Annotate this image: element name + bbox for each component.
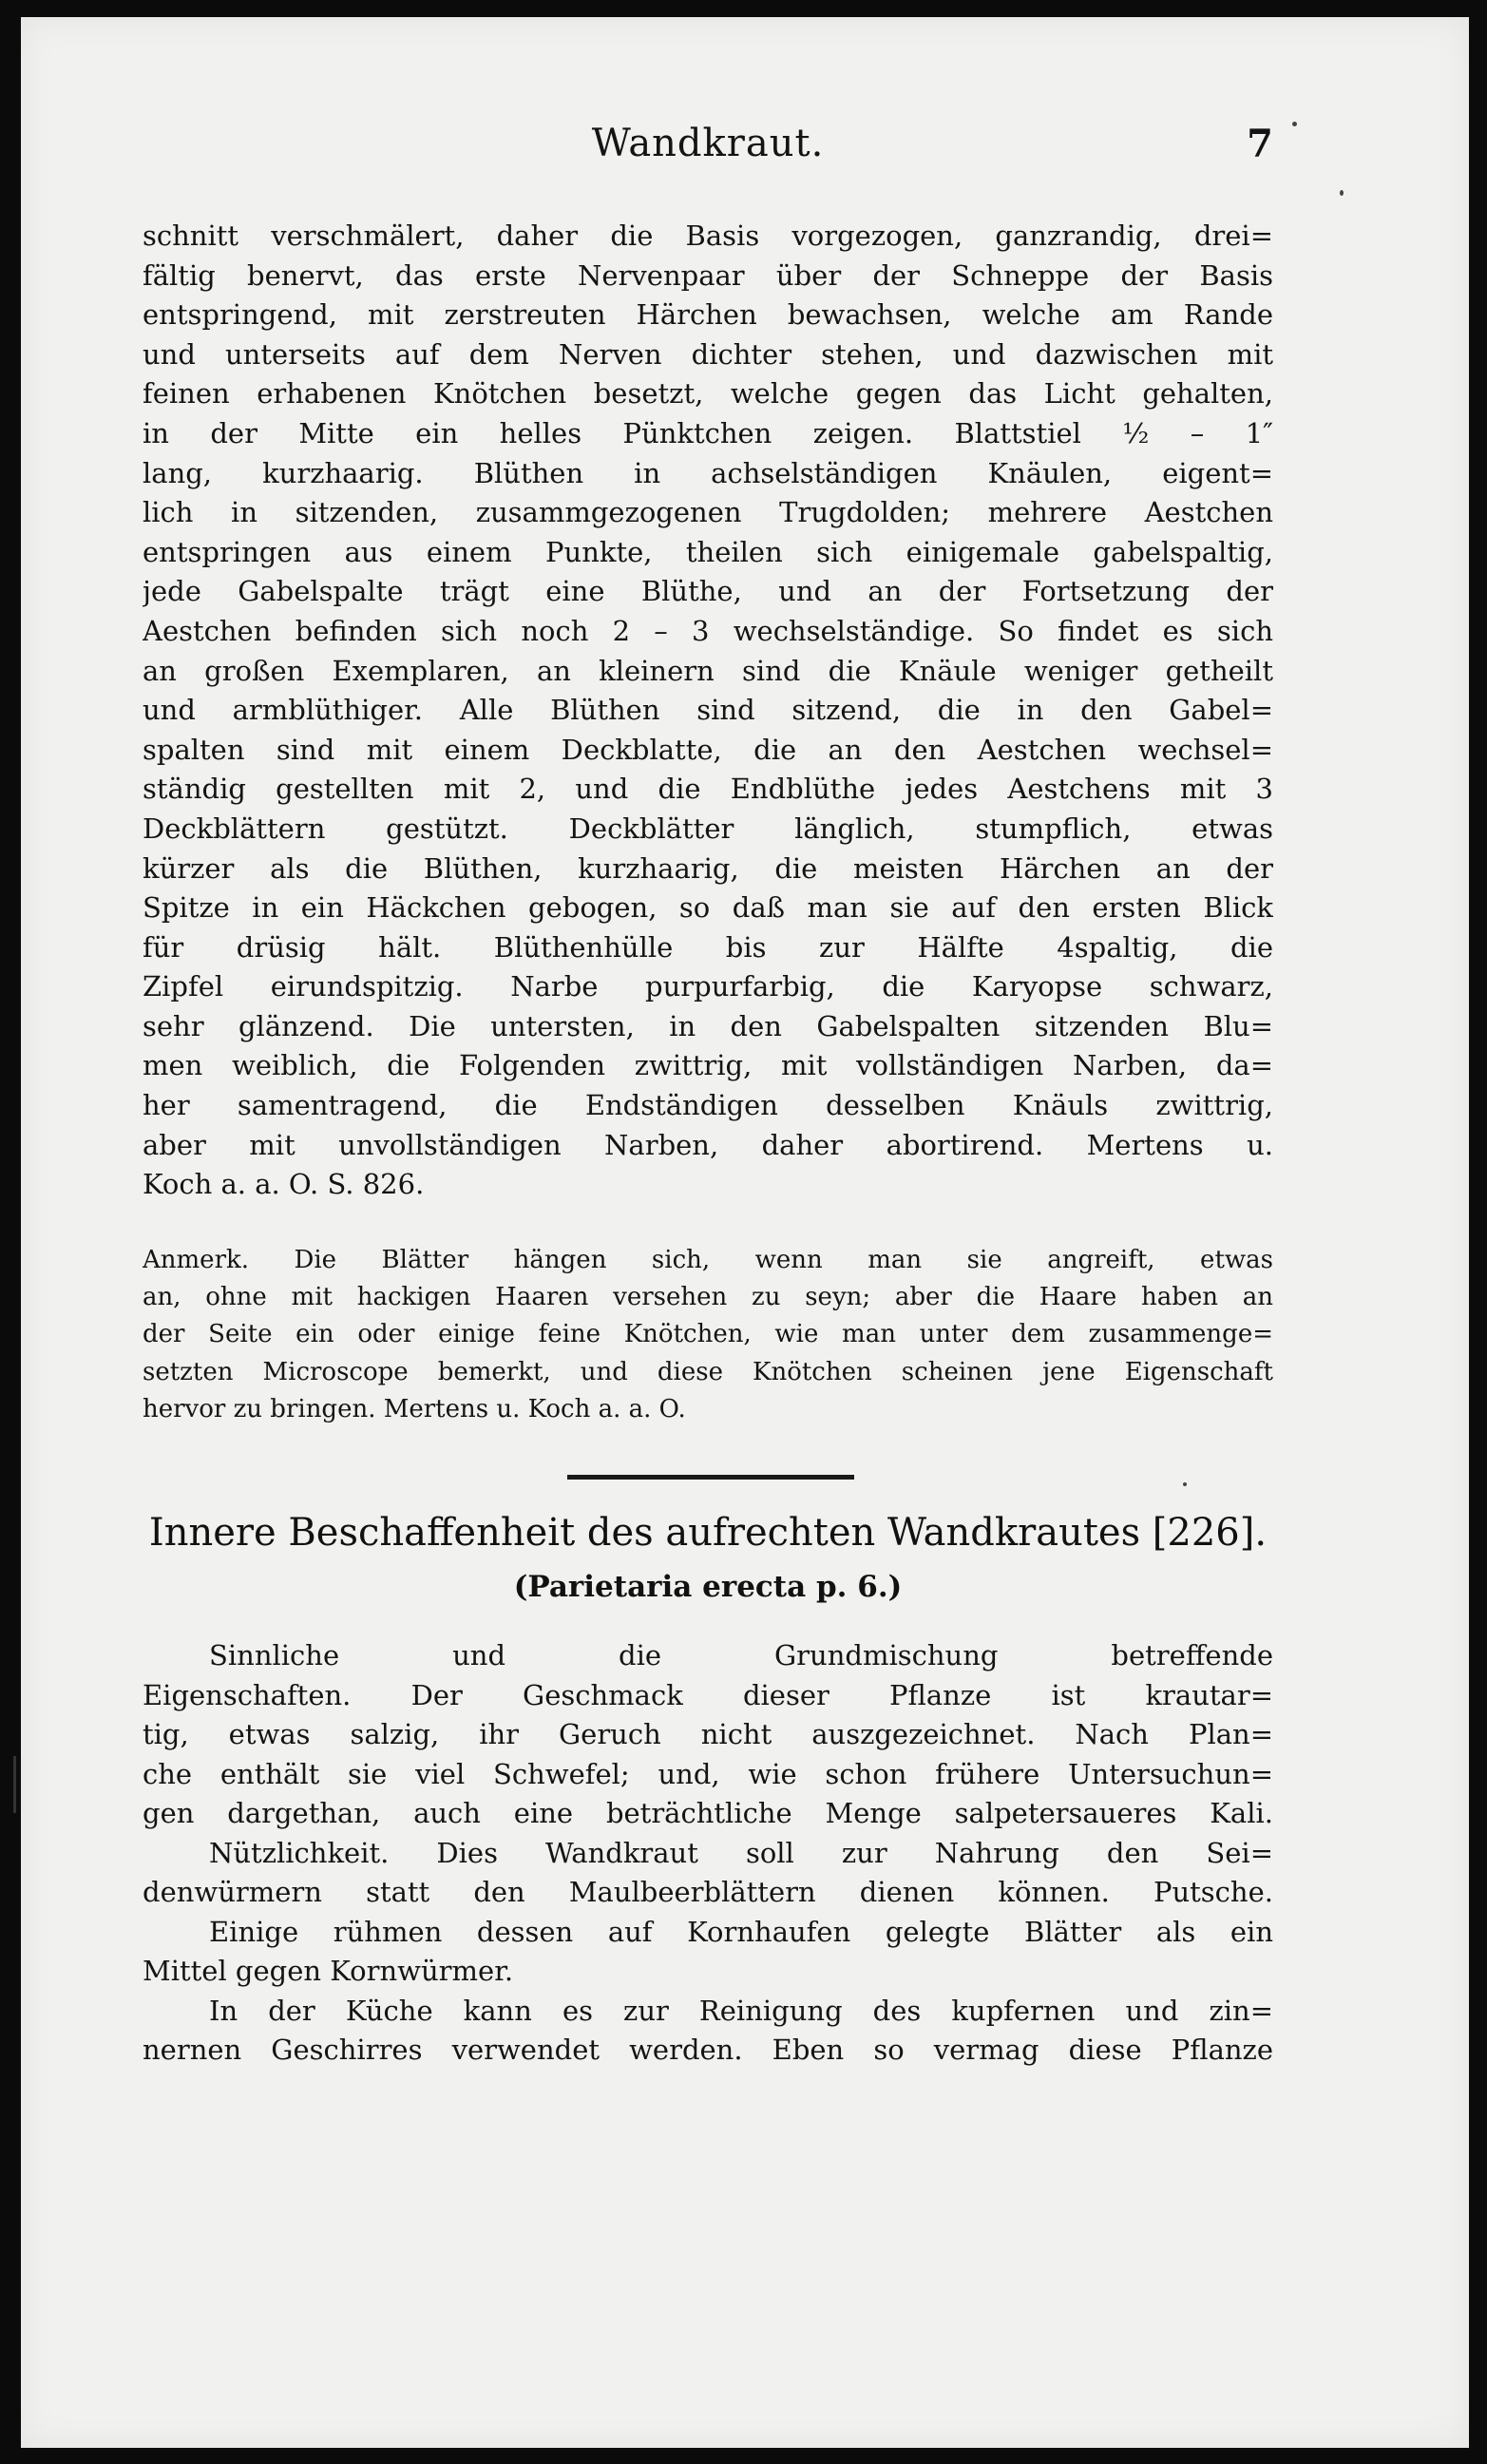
page-title: Wandkraut. (591, 122, 825, 165)
text-line: an großen Exemplaren, an kleinern sind die Knäule weniger getheilt (143, 654, 1273, 687)
text-line: nernen Geschirres verwendet werden. Eben so vermag diese Pflanze (143, 2034, 1273, 2066)
text-line: men weiblich, die Folgenden zwittrig, mit vollständigen Narben, da= (143, 1049, 1273, 1082)
text-line: lang, kurzhaarig. Blüthen in achselständigen Knäulen, eigent= (143, 456, 1273, 489)
section-text (143, 1636, 1273, 2071)
text-line: lich in sitzenden, zusammgezogenen Trugdolden; mehrere Aestchen (143, 496, 1273, 529)
text-line: Mittel gegen Kornwürmer. (143, 1955, 514, 1987)
text-line: und unterseits auf dem Nerven dichter stehen, und dazwischen mit (143, 337, 1273, 371)
text-line: aber mit unvollständigen Narben, daher abortirend. Mertens u. (143, 1128, 1273, 1161)
text-line: entspringend, mit zerstreuten Härchen bewachsen, welche am Rande (143, 298, 1273, 332)
text-line: che enthält sie viel Schwefel; und, wie schon frühere Untersuchun= (143, 1757, 1273, 1790)
paper-speck (1183, 1482, 1187, 1486)
footnote-remark (143, 1242, 1273, 1428)
paper-speck (1340, 190, 1344, 196)
text-line: denwürmern statt den Maulbeerblättern dienen können. Putsche. (143, 1876, 1273, 1908)
section-divider (567, 1475, 854, 1480)
running-head (143, 122, 1273, 179)
text-line: Einige rühmen dessen auf Kornhaufen gelegte Blätter als ein (209, 1915, 1273, 1948)
text-line: Eigenschaften. Der Geschmack dieser Pflanze ist krautar= (143, 1678, 1273, 1711)
note-line: an, ohne mit hackigen Haaren versehen zu seyn; aber die Haare haben an (143, 1283, 1273, 1312)
page-number: 7 (1247, 122, 1273, 166)
text-line: kürzer als die Blüthen, kurzhaarig, die meisten Härchen an der (143, 851, 1273, 885)
section-subheading: (Parietaria erecta p. 6.) (513, 1570, 903, 1604)
text-line: spalten sind mit einem Deckblatte, die an den Aestchen wechsel= (143, 733, 1273, 766)
note-line: setzten Microscope bemerkt, und diese Knötchen scheinen jene Eigenschaft (143, 1357, 1273, 1386)
note-line: hervor zu bringen. Mertens u. Koch a. a. O. (143, 1394, 686, 1423)
text-line: In der Küche kann es zur Reinigung des kupfernen und zin= (209, 1994, 1273, 2027)
text-line: Spitze in ein Häckchen gebogen, so daß man sie auf den ersten Blick (143, 891, 1273, 925)
text-line: sehr glänzend. Die untersten, in den Gabelspalten sitzenden Blu= (143, 1009, 1273, 1042)
text-line: fältig benervt, das erste Nervenpaar über der Schneppe der Basis (143, 258, 1273, 292)
paper-speck (1292, 122, 1297, 126)
text-line: und armblüthiger. Alle Blüthen sind sitzend, die in den Gabel= (143, 694, 1273, 727)
text-line: Deckblättern gestützt. Deckblätter länglich, stumpflich, etwas (143, 812, 1273, 845)
text-line: entspringen aus einem Punkte, theilen sich einigemale gabelspaltig, (143, 535, 1273, 568)
text-line: jede Gabelspalte trägt eine Blüthe, und an der Fortsetzung der (143, 575, 1273, 608)
text-line: Sinnliche und die Grundmischung betreffende (209, 1639, 1273, 1671)
text-line: Koch a. a. O. S. 826. (143, 1168, 425, 1201)
note-line: der Seite ein oder einige feine Knötchen, wie man unter dem zusammenge= (143, 1320, 1273, 1349)
note-line: Anmerk. Die Blätter hängen sich, wenn man sie angreift, etwas (143, 1246, 1273, 1274)
text-line: gen dargethan, auch eine beträchtliche Menge salpetersaueres Kali. (143, 1797, 1273, 1829)
text-line: für drüsig hält. Blüthenhülle bis zur Hälfte 4spaltig, die (143, 930, 1273, 964)
description-text (143, 217, 1273, 1205)
text-line: her samentragend, die Endständigen desselben Knäuls zwittrig, (143, 1089, 1273, 1122)
section-heading: Innere Beschaffenheit des aufrechten Wandkrautes [226]. (148, 1511, 1268, 1555)
text-line: tig, etwas salzig, ihr Geruch nicht auszgezeichnet. Nach Plan= (143, 1718, 1273, 1750)
text-line: Zipfel eirundspitzig. Narbe purpurfarbig, die Karyopse schwarz, (143, 970, 1273, 1003)
text-line: schnitt verschmälert, daher die Basis vorgezogen, ganzrandig, drei= (143, 220, 1273, 252)
text-line: in der Mitte ein helles Pünktchen zeigen. Blattstiel ½ – 1″ (143, 416, 1273, 449)
margin-mark (13, 1756, 16, 1813)
text-line: Aestchen befinden sich noch 2 – 3 wechselständige. So findet es sich (143, 614, 1273, 647)
text-line: Nützlichkeit. Dies Wandkraut soll zur Nahrung den Sei= (209, 1836, 1273, 1869)
text-line: feinen erhabenen Knötchen besetzt, welche gegen das Licht gehalten, (143, 377, 1273, 411)
text-line: ständig gestellten mit 2, und die Endblüthe jedes Aestchens mit 3 (143, 773, 1273, 806)
